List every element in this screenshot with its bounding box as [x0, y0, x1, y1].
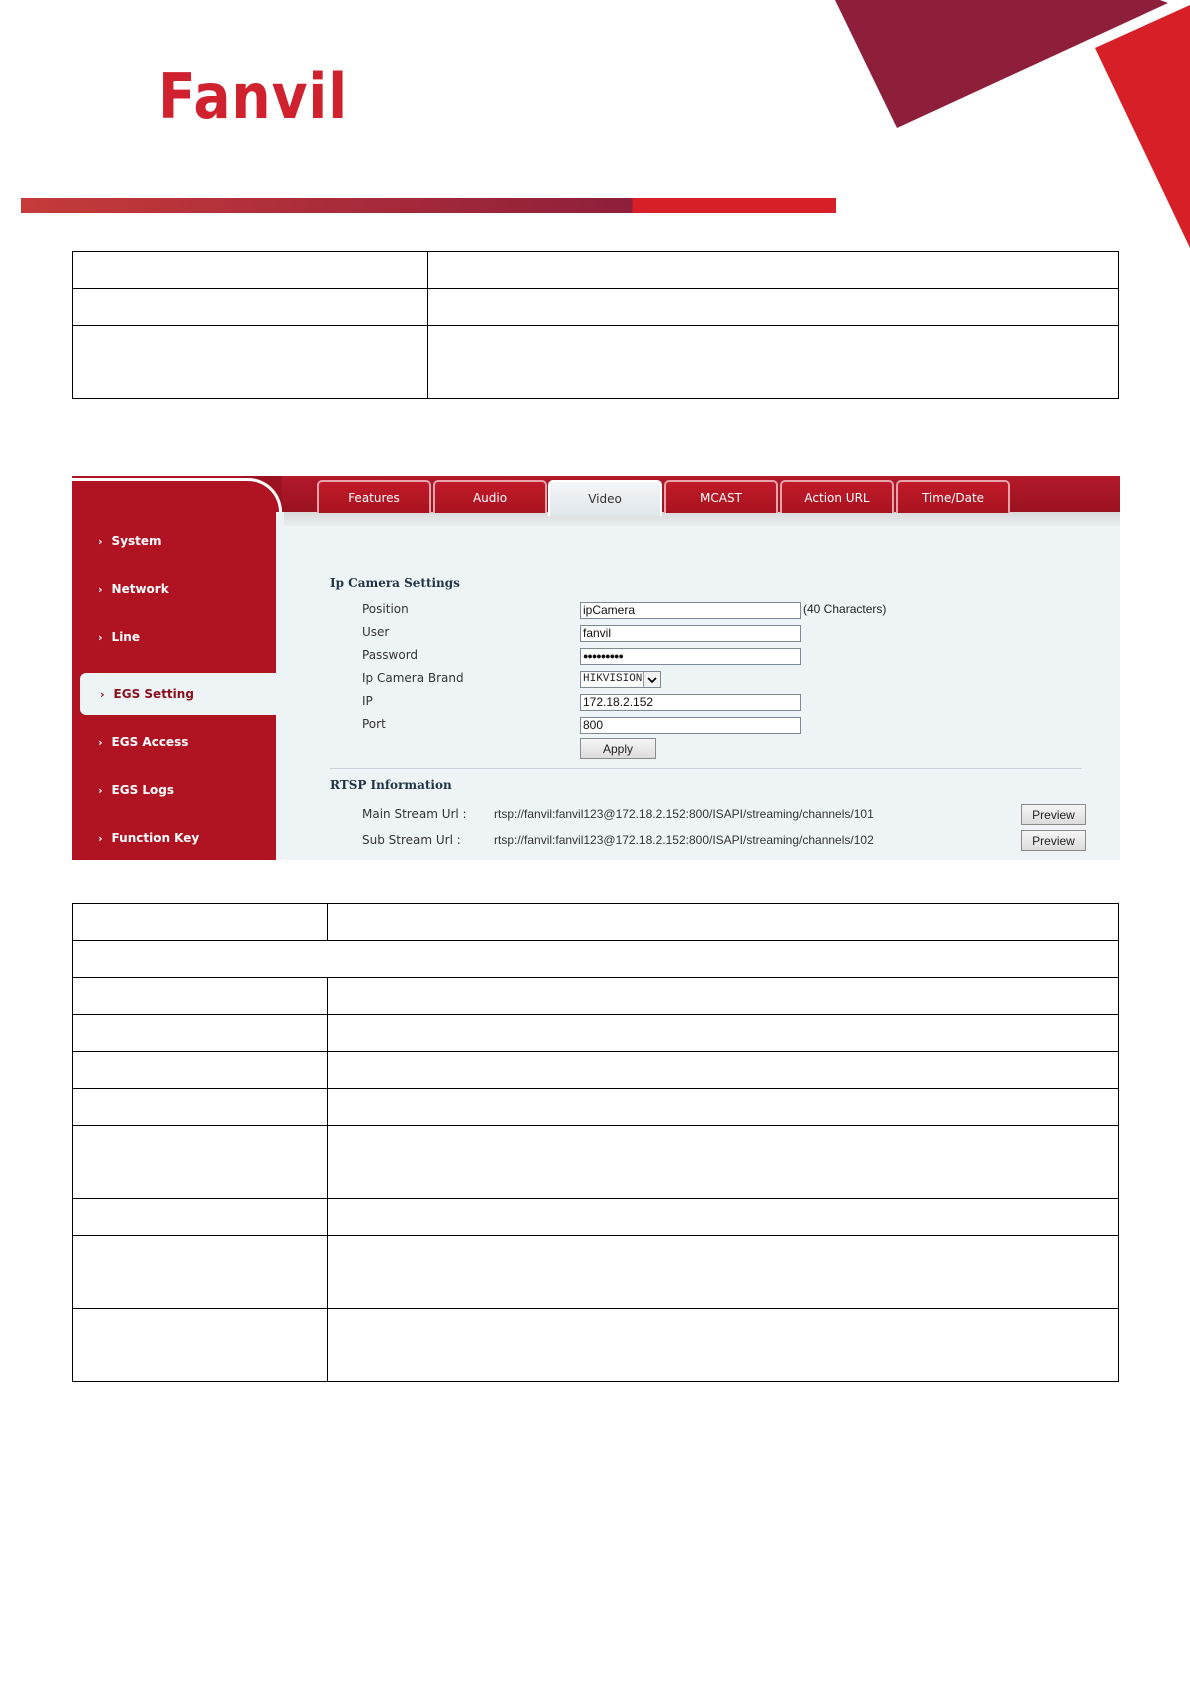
table-cell	[328, 1052, 1119, 1089]
password-label: Password	[362, 648, 419, 662]
table-cell	[428, 289, 1119, 326]
sidebar-item-label: Function Key	[111, 831, 200, 845]
main-stream-url: rtsp://fanvil:fanvil123@172.18.2.152:800/ISAPI/streaming/channels/101	[494, 807, 874, 821]
sidebar-corner	[72, 478, 282, 518]
user-label: User	[362, 625, 390, 639]
tab-label: Time/Date	[921, 490, 985, 505]
tab-features[interactable]	[317, 480, 431, 513]
sub-stream-url: rtsp://fanvil:fanvil123@172.18.2.152:800/ISAPI/streaming/channels/102	[494, 833, 874, 847]
table-row	[73, 904, 1119, 941]
section-divider	[330, 768, 1082, 769]
sidebar-item-label: Network	[111, 582, 169, 596]
chevron-right-icon: ›	[98, 534, 103, 548]
tab-label: Audio	[472, 490, 508, 505]
table-cell	[73, 978, 328, 1015]
camera-brand-label: Ip Camera Brand	[362, 671, 464, 685]
chevron-right-icon: ›	[100, 687, 105, 701]
tab-time-date[interactable]	[896, 480, 1010, 513]
fanvil-logo	[158, 60, 350, 133]
sidebar-item-label: EGS Access	[111, 735, 189, 749]
sub-stream-url-label: Sub Stream Url :	[362, 833, 461, 847]
table-cell	[73, 1236, 328, 1309]
table-cell	[73, 326, 428, 399]
position-input[interactable]: ipCamera	[580, 602, 801, 619]
sidebar-item-label: EGS Logs	[111, 783, 175, 797]
table-row	[73, 252, 1119, 289]
table-row	[73, 289, 1119, 326]
table-cell	[428, 252, 1119, 289]
chevron-right-icon: ›	[98, 783, 103, 797]
table-cell	[328, 1199, 1119, 1236]
rtsp-information-title: RTSP Information	[330, 778, 452, 792]
sidebar-item-label: EGS Setting	[113, 687, 194, 701]
table-row	[73, 1052, 1119, 1089]
sub-stream-preview-button[interactable]: Preview	[1021, 830, 1086, 851]
chevron-right-icon: ›	[98, 630, 103, 644]
table-cell	[428, 326, 1119, 399]
table-cell	[73, 1199, 328, 1236]
tab-label: MCAST	[700, 490, 742, 505]
table-cell	[73, 252, 428, 289]
table-cell	[73, 1052, 328, 1089]
main-stream-preview-button[interactable]: Preview	[1021, 804, 1086, 825]
sidebar-item-network[interactable]	[72, 568, 276, 610]
table-cell	[73, 904, 328, 941]
sidebar-item-line[interactable]	[72, 616, 276, 658]
parameter-table-bottom	[72, 903, 1119, 1382]
table-row	[73, 1309, 1119, 1382]
apply-button[interactable]: Apply	[580, 738, 656, 759]
table-cell	[73, 1126, 328, 1199]
table-row	[73, 1236, 1119, 1309]
top-nav-strip	[282, 512, 1120, 526]
camera-brand-select[interactable]	[580, 671, 661, 688]
chevron-right-icon: ›	[98, 582, 103, 596]
tab-label: Video	[588, 492, 622, 506]
tab-video[interactable]	[548, 480, 662, 516]
camera-brand-value: HIKVISION	[583, 673, 643, 685]
tab-label: Features	[348, 490, 400, 505]
ip-label: IP	[362, 694, 373, 708]
web-ui-screenshot	[72, 476, 1120, 860]
table-row	[73, 1015, 1119, 1052]
sidebar-item-egs-setting[interactable]	[80, 673, 276, 715]
table-cell	[73, 1309, 328, 1382]
position-hint: (40 Characters)	[803, 602, 887, 616]
sidebar-item-label: System	[111, 534, 162, 548]
chevron-down-icon	[643, 672, 660, 687]
sidebar-item-label: Line	[111, 630, 140, 644]
table-cell	[328, 978, 1119, 1015]
table-cell	[328, 1309, 1119, 1382]
table-row	[73, 978, 1119, 1015]
position-label: Position	[362, 602, 409, 616]
logo-text: Fanvil	[158, 60, 348, 133]
table-row	[73, 941, 1119, 978]
table-cell	[73, 1089, 328, 1126]
tab-action-url[interactable]	[780, 480, 894, 513]
chevron-right-icon: ›	[98, 735, 103, 749]
tab-mcast[interactable]	[664, 480, 778, 513]
port-label: Port	[362, 717, 386, 731]
table-cell	[328, 1089, 1119, 1126]
table-row	[73, 326, 1119, 399]
port-input[interactable]: 800	[580, 717, 801, 734]
sidebar-gap	[276, 512, 284, 860]
tab-label: Action URL	[804, 490, 870, 505]
table-cell	[328, 1015, 1119, 1052]
ip-input[interactable]: 172.18.2.152	[580, 694, 801, 711]
table-row	[73, 1199, 1119, 1236]
table-row	[73, 1089, 1119, 1126]
sidebar-item-system[interactable]	[72, 520, 276, 562]
table-cell	[73, 941, 1119, 978]
sidebar-item-function-key[interactable]	[72, 817, 276, 859]
table-row	[73, 1126, 1119, 1199]
table-cell	[328, 904, 1119, 941]
parameter-table-top	[72, 251, 1119, 399]
table-cell	[328, 1126, 1119, 1199]
ip-camera-settings-title: Ip Camera Settings	[330, 576, 460, 590]
table-cell	[328, 1236, 1119, 1309]
header-color-band	[21, 198, 836, 213]
table-cell	[73, 289, 428, 326]
sidebar-item-egs-logs[interactable]	[72, 769, 276, 811]
chevron-right-icon: ›	[98, 831, 103, 845]
user-input[interactable]: fanvil	[580, 625, 801, 642]
sidebar-item-egs-access[interactable]	[72, 721, 276, 763]
tab-audio[interactable]	[433, 480, 547, 513]
password-input[interactable]: ●●●●●●●●●	[580, 648, 801, 665]
table-cell	[73, 1015, 328, 1052]
header-red-corner-shape	[1095, 5, 1190, 248]
main-stream-url-label: Main Stream Url :	[362, 807, 467, 821]
